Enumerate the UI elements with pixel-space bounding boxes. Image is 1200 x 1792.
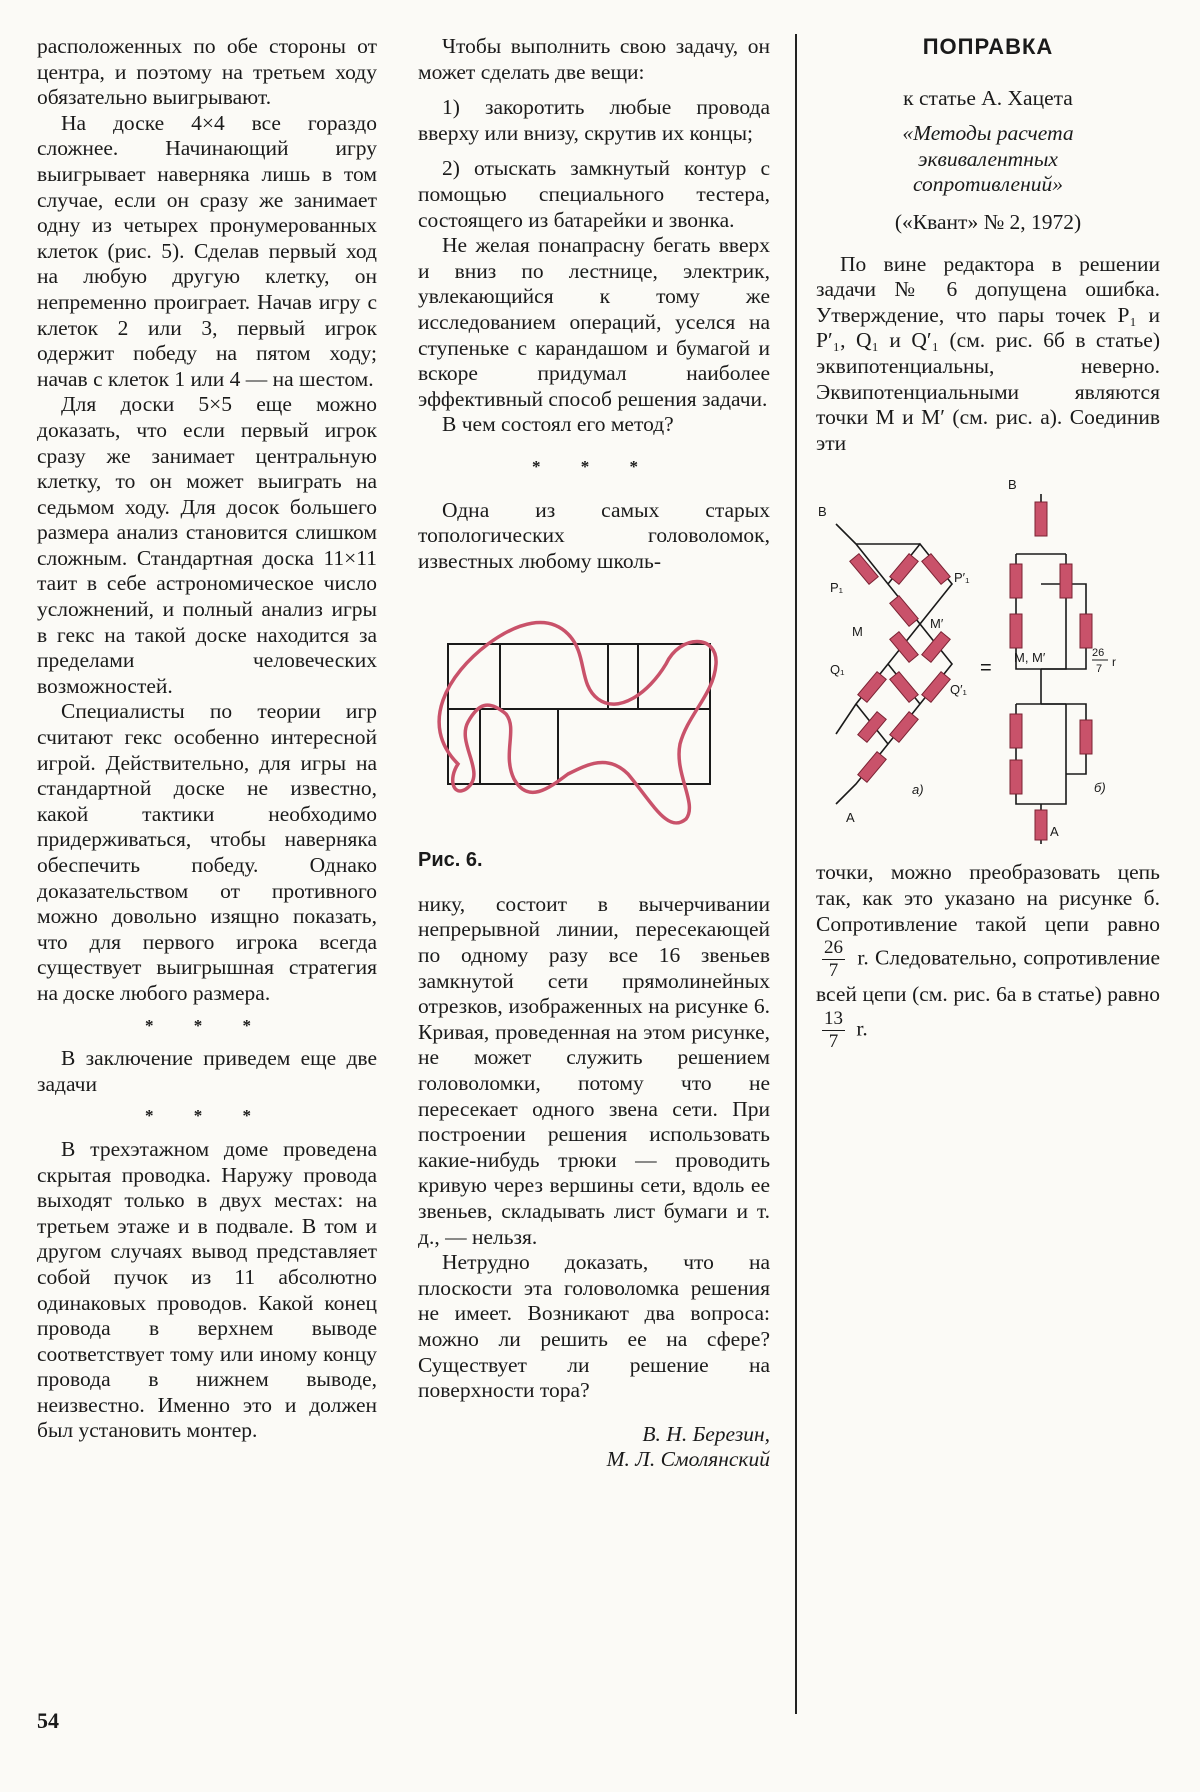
- column-rule: [795, 34, 797, 1714]
- paragraph: Нетрудно доказать, что на плоскости эта головоломка решения не имеет. Возникают два вопроса: можно ли решить ее на сфере? Существует ли решение на поверхности тора?: [418, 1250, 770, 1403]
- paragraph: 1) закоротить любые провода вверху или внизу, скрутив их концы;: [418, 95, 770, 145]
- paragraph: В трехэтажном доме проведена скрытая проводка. Наружу провода выходят только в двух местах: на третьем этаже и в подвале. В том и другом случаях вывод представляет собой пучок из 11 абсолютно одинаковых проводов. Какой конец провода в верхнем выводе соответствует тому или иному концу провода в нижнем выводе, неизвестно. Именно это и должен был установить монтер.: [37, 1136, 377, 1443]
- signature: М. Л. Смолянский: [606, 1447, 770, 1472]
- column-right: [816, 34, 1160, 1053]
- label-p1-prime: P′₁: [954, 570, 970, 586]
- text-run: r. Следовательно, сопротивление всей цепи (см. рис. 6а в статье) равно: [816, 945, 1161, 1007]
- label-b-left: B: [818, 504, 827, 520]
- equals-sign: =: [980, 657, 992, 680]
- label-a-left: A: [846, 810, 855, 826]
- paragraph: В чем состоял его метод?: [442, 412, 674, 437]
- paragraph: [816, 860, 1160, 1052]
- paragraph: нику, состоит в вычерчивании непрерывной линии, пересекающей по одному разу все 16 звеньев замкнутой сети прямолинейных отрезков, изображенных на рисунке 6. Кривая, проведенная на этом рисунке, не может служить решением головоломки, потому что не пересекает одного звена сети. При построении решения использовать какие-нибудь трюки — проводить кривую через вершины сети, вдоль ее звеньев, складывать лист бумаги и т. д., — нельзя.: [418, 891, 770, 1249]
- fraction-26-7: $\frac{26}{7}$: [824, 937, 843, 982]
- paragraph: Для доски 5×5 еще можно доказать, что если первый игрок сразу же занимает центральную клетку, то он может выиграть на седьмом ходу. Для досок большего размера анализ становится слишком сложным. Стандартная доска 11×11 таит в себе астрономическое число усложнений, и полный анализ игры в гекс на такой доске находится за пределами человеческих возможностей.: [37, 392, 377, 698]
- label-q1-prime: Q′₁: [950, 682, 967, 698]
- section-separator: * * *: [145, 1015, 269, 1035]
- label-b-right: B: [1008, 477, 1017, 493]
- column-middle: [418, 34, 770, 1473]
- label-fig-a: а): [912, 782, 924, 798]
- article-source: («Квант» № 2, 1972): [894, 209, 1082, 234]
- paragraph: Не желая понапрасну бегать вверх и вниз по лестнице, электрик, увлекающийся к тому же исследованием операций, уселся на ступеньке с карандашом и бумагой и вскоре придумал наиболее эффективный способ решения задачи.: [418, 233, 770, 411]
- article-title: «Методы расчета эквивалентных сопротивлений»: [902, 121, 1074, 197]
- label-fig-b: б): [1094, 780, 1106, 796]
- label-m-prime: M′: [930, 616, 944, 632]
- paragraph: Специалисты по теории игр считают гекс особенно интересной игрой. Действительно, для игры на стандартной доске не известно, какой тактики необходимо придерживаться, чтобы наверняка обеспечить победу. Однако доказательством от противного можно довольно изящно показать, что для первого игрока всегда существует выигрышная стратегия на доске любого размера.: [37, 699, 377, 1005]
- text-run: r.: [856, 1016, 868, 1041]
- label-q1: Q₁: [830, 662, 845, 678]
- article-reference: [816, 86, 1160, 112]
- result-num: 26: [1092, 647, 1105, 660]
- column-left: [37, 34, 377, 1444]
- paragraph: На доске 4×4 все гораздо сложнее. Начинающий игру выигрывает наверняка лишь в том случае, если он сразу же занимает одну из четырех пронумерованных клеток (рис. 5). Сделав первый ход на любую другую клетку, он непременно проиграет. Начав игру с клеток 2 или 3, первый игрок одержит победу на пятом ходу; начав с клеток 1 или 4 — на шестом.: [37, 110, 377, 391]
- correction-heading: ПОПРАВКА: [922, 34, 1054, 59]
- label-p1: P₁: [830, 580, 844, 596]
- result-den: 7: [1096, 663, 1103, 676]
- paragraph: 2) отыскать замкнутый контур с помощью специального тестера, состоящего из батарейки и звонка.: [418, 156, 770, 232]
- label-a-right: A: [1050, 824, 1059, 840]
- figure-6-puzzle: [418, 604, 770, 834]
- paragraph: расположенных по обе стороны от центра, и поэтому на третьем ходу обязательно выигрывают.: [37, 34, 377, 110]
- section-separator: * * *: [145, 1106, 269, 1126]
- paragraph: Одна из самых старых топологических головоломок, известных любому школь-: [418, 497, 770, 573]
- paragraph: По вине редактора в решении задачи № 6 допущена ошибка. Утверждение, что пары точек P₁ и P′₁, Q₁ и Q′₁ (см. рис. 6б в статье) эквипотенциальны, неверно. Эквипотенциальными являются точки M и M′ (см. рис. а). Соединив эти: [816, 251, 1160, 455]
- paragraph: В заключение приведем еще две задачи: [37, 1046, 377, 1096]
- article-author: к статье А. Хацета: [903, 85, 1073, 110]
- circuit-figure: [816, 474, 1160, 854]
- signature: В. Н. Березин,: [642, 1421, 770, 1446]
- fraction-13-7: $\frac{13}{7}$: [824, 1007, 843, 1052]
- paragraph: Чтобы выполнить свою задачу, он может сделать две вещи:: [418, 34, 770, 84]
- page-number: 54: [37, 1708, 59, 1733]
- result-r: r: [1112, 655, 1116, 670]
- figure-caption: Рис. 6.: [418, 849, 483, 872]
- text-run: точки, можно преобразовать цепь так, как это указано на рисунке б. Сопротивление такой цепи равно: [816, 860, 1160, 936]
- section-separator: * * *: [532, 456, 656, 476]
- label-mm: M, M′: [1014, 650, 1046, 666]
- label-m: M: [852, 624, 863, 640]
